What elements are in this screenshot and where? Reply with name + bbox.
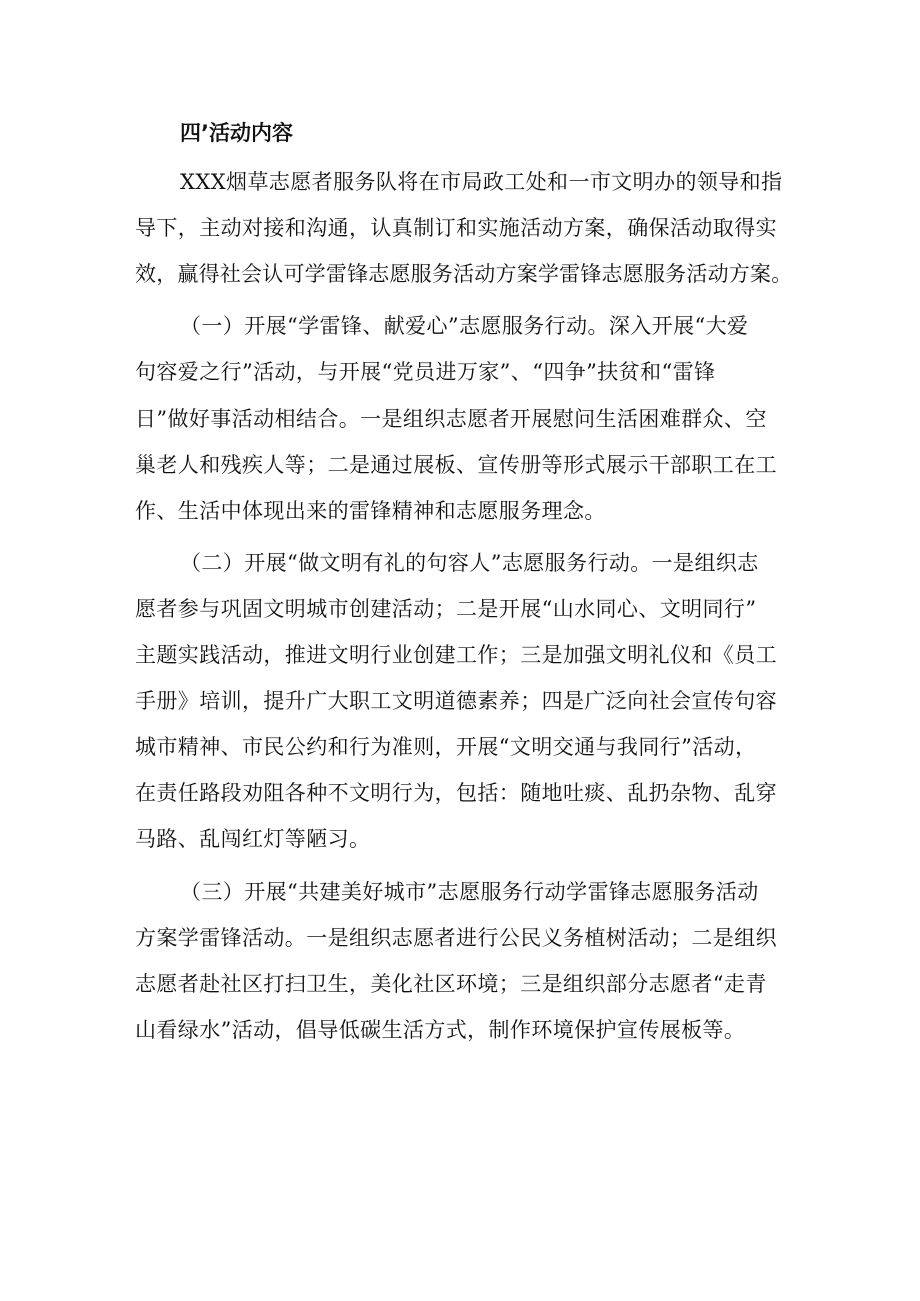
paragraph-2-line-1: （一）开展“学雷锋、献爱心”志愿服务行动。深入开展“大爱 [180,314,749,338]
section-heading: 四’活动内容 [180,121,293,145]
paragraph-1-line-2: 导下，主动对接和沟通，认真制订和实施活动方案，确保活动取得实 [135,216,777,240]
paragraph-3-line-1: （二）开展“做文明有礼的句容人”志愿服务行动。一是组织志 [180,551,759,575]
paragraph-3-line-3: 主题实践活动，推进文明行业创建工作；三是加强文明礼仪和《员工 [135,643,777,667]
paragraph-3-line-6: 在责任路段劝阻各种不文明行为，包括：随地吐痰、乱扔杂物、乱穿 [135,781,777,805]
paragraph-4-line-1: （三）开展“共建美好城市”志愿服务行动学雷锋志愿服务活动 [180,880,759,904]
paragraph-1-line-1: XXX烟草志愿者服务队将在市局政工处和一市文明办的领导和指 [180,170,783,194]
paragraph-3-line-2: 愿者参与巩固文明城市创建活动；二是开展“山水同心、文明同行” [135,597,757,621]
paragraph-1-line-3: 效，赢得社会认可学雷锋志愿服务活动方案学雷锋志愿服务活动方案。 [135,262,793,286]
paragraph-4-line-4: 山看绿水”活动，倡导低碳生活方式，制作环境保护宣传展板等。 [135,1018,746,1042]
paragraph-2-line-2: 句容爱之行”活动，与开展“党员进万家”、“四争”扶贫和“雷锋 [135,360,716,384]
paragraph-2-line-5: 作、生活中体现出来的雷锋精神和志愿服务理念。 [135,499,606,523]
paragraph-2-line-4: 巢老人和残疾人等；二是通过展板、宣传册等形式展示干部职工在工 [135,453,777,477]
paragraph-4-line-3: 志愿者赴社区打扫卫生，美化社区环境；三是组织部分志愿者“走青 [135,972,767,996]
paragraph-3-line-5: 城市精神、市民公约和行为准则，开展“文明交通与我同行”活动， [135,735,757,759]
paragraph-2-line-3: 日”做好事活动相结合。一是组织志愿者开展慰问生活困难群众、空 [135,407,767,431]
paragraph-3-line-4: 手册》培训，提升广大职工文明道德素养；四是广泛向社会宣传句容 [135,689,777,713]
paragraph-3-line-7: 马路、乱闯红灯等陋习。 [135,827,371,851]
paragraph-4-line-2: 方案学雷锋活动。一是组织志愿者进行公民义务植树活动；二是组织 [135,926,777,950]
